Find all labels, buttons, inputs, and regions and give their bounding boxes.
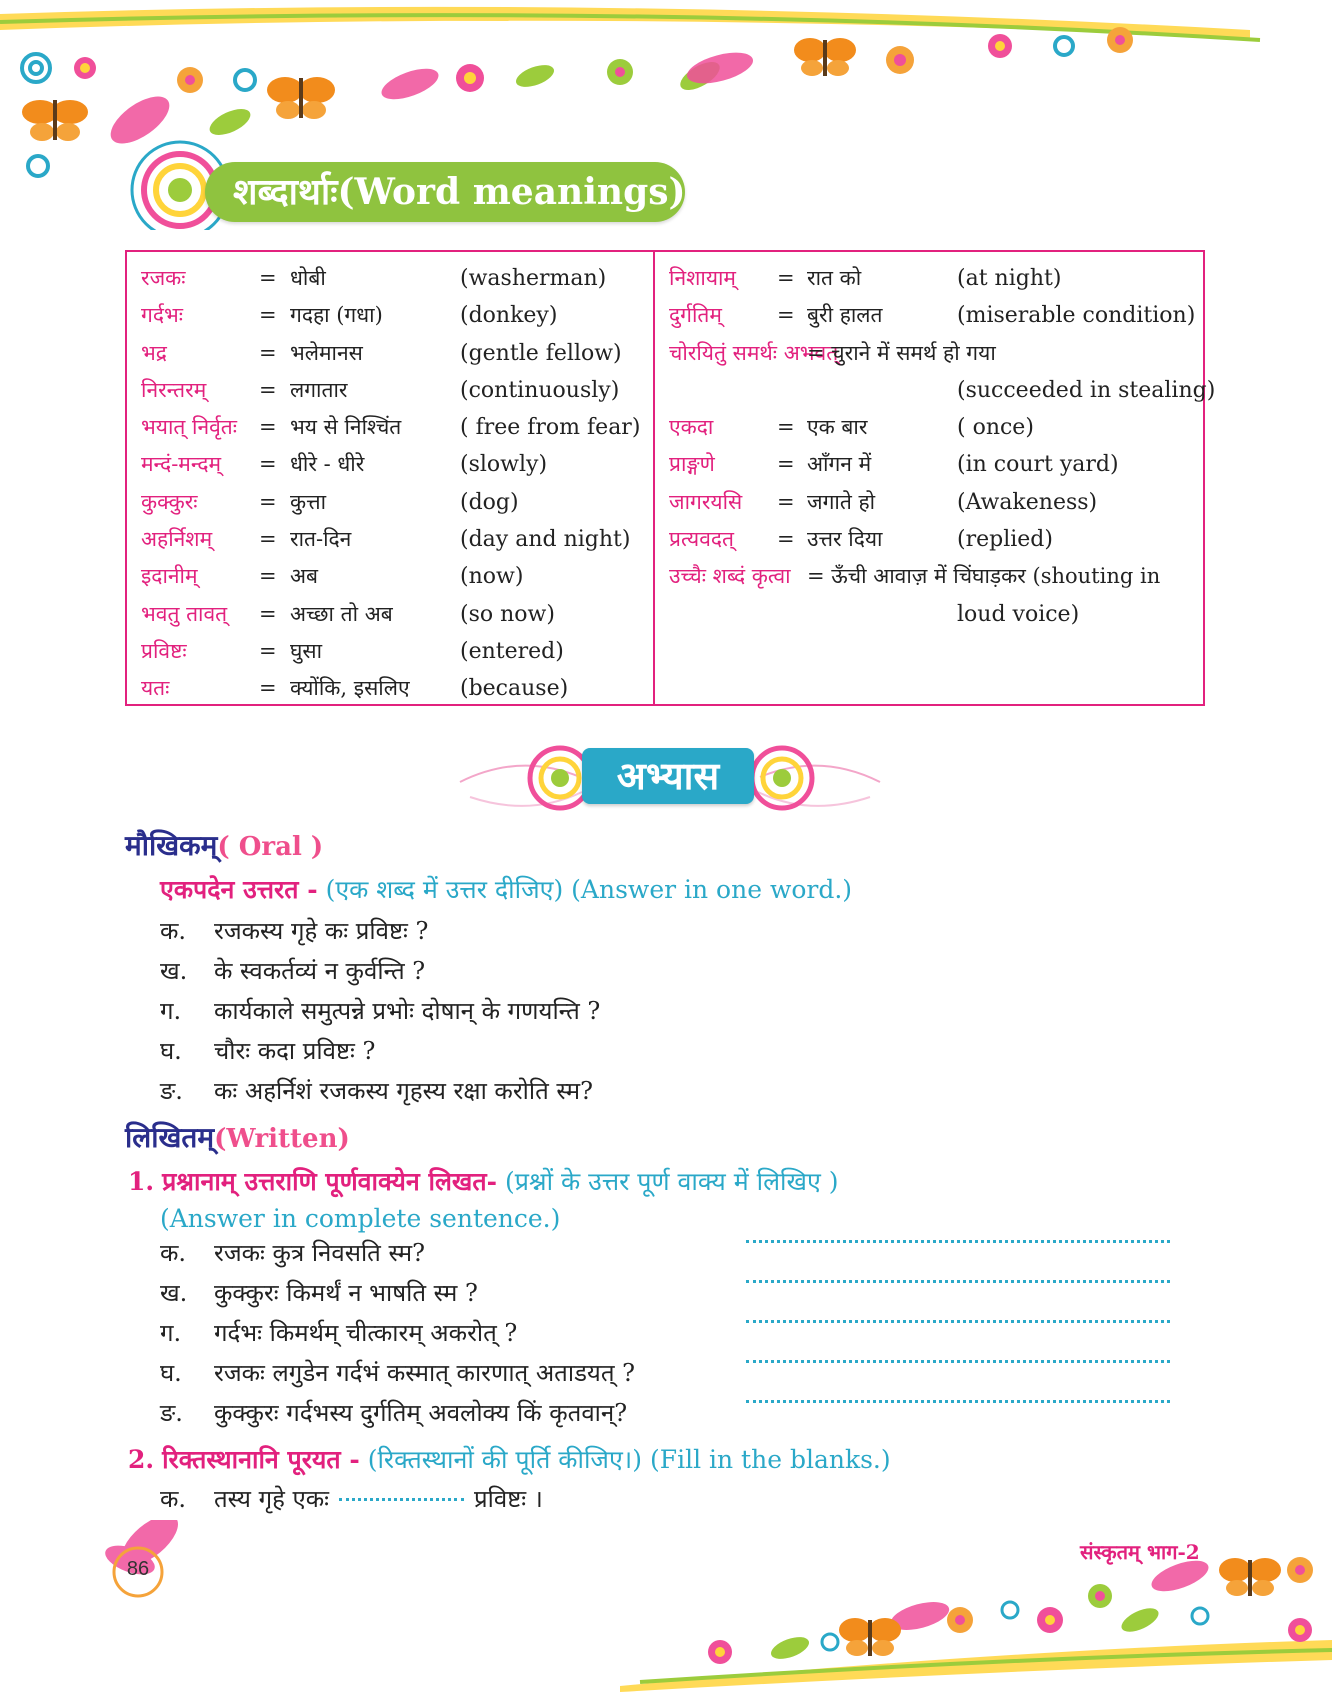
butterfly-icon: [794, 38, 856, 76]
oral-question: [160, 1074, 593, 1107]
english-meaning: (day and night): [460, 527, 631, 553]
question-label: घ.: [160, 1359, 182, 1387]
sanskrit-word: जागरयसि: [669, 489, 743, 514]
butterfly-icon: [22, 100, 88, 141]
word-meaning-row: [127, 409, 653, 446]
written-q2-instruction-hindi: (रिक्तस्थानों की पूर्ति कीजिए।) (Fill in the blanks.): [367, 1445, 891, 1474]
flower-icon: [74, 27, 1133, 93]
sanskrit-word: भवतु तावत्: [141, 601, 228, 626]
english-meaning: (gentle fellow): [460, 340, 622, 366]
hindi-meaning: अब: [290, 564, 319, 589]
word-meaning-row: [655, 521, 1205, 558]
equals-sign: =: [259, 564, 277, 589]
equals-sign: =: [777, 527, 795, 552]
word-meanings-left-column: [127, 260, 653, 708]
english-meaning: (because): [460, 676, 569, 702]
hindi-meaning: जगाते हो: [807, 489, 876, 514]
written-heading: [125, 1118, 350, 1156]
equals-sign: =: [259, 340, 277, 365]
english-meaning: (so now): [460, 601, 555, 627]
question-label: क.: [160, 917, 187, 945]
word-meaning-row: [127, 446, 653, 483]
word-meaning-row: [655, 596, 1205, 633]
written-q1-instruction-hindi: (प्रश्नों के उत्तर पूर्ण वाक्य में लिखिए ): [504, 1167, 839, 1196]
sanskrit-word: गर्दभः: [141, 303, 183, 328]
oral-heading-sanskrit: मौखिकम्: [125, 829, 218, 862]
oral-heading-english: ( Oral ): [217, 832, 324, 862]
equals-sign: =: [259, 676, 277, 701]
sanskrit-word: निशायाम्: [669, 266, 736, 290]
hindi-meaning: उत्तर दिया: [807, 527, 883, 552]
sanskrit-word: कुक्कुरः: [141, 489, 198, 514]
written-heading-english: (Written): [214, 1124, 350, 1154]
word-meaning-row: [127, 372, 653, 409]
oral-question: [160, 954, 425, 987]
equals-sign: =: [777, 489, 795, 514]
hindi-meaning: = चुराने में समर्थ हो गया: [807, 340, 996, 365]
sanskrit-word: यतः: [141, 676, 170, 701]
question-label: क.: [160, 1485, 187, 1513]
hindi-meaning: रात को: [807, 266, 862, 290]
oral-question: [160, 994, 600, 1027]
page-number: 86: [126, 1558, 150, 1580]
question-number: 2.: [128, 1445, 155, 1474]
sanskrit-word: एकदा: [669, 415, 714, 440]
written-q1-instruction-english-text: (Answer in complete sentence.): [160, 1204, 561, 1233]
equals-sign: =: [259, 638, 277, 663]
english-meaning: (in court yard): [957, 452, 1119, 478]
question-text-before: तस्य गृहे एकः: [214, 1485, 330, 1513]
equals-sign: =: [777, 303, 795, 328]
question-text: रजकः कुत्र निवसति स्म?: [214, 1239, 426, 1267]
equals-sign: =: [777, 452, 795, 477]
butterfly-icon: [839, 1558, 1281, 1656]
question-label: ग.: [160, 997, 182, 1025]
word-meaning-row: [127, 670, 653, 707]
word-meanings-table: [125, 250, 1216, 706]
hindi-meaning: भय से निश्चिंत: [290, 415, 402, 440]
english-meaning: ( once): [957, 415, 1034, 441]
english-meaning: (donkey): [460, 303, 558, 329]
hindi-meaning: धोबी: [290, 266, 326, 290]
oral-instruction: [160, 872, 852, 906]
equals-sign: =: [259, 489, 277, 514]
written-q1-instruction-sanskrit: प्रश्नानाम् उत्तराणि पूर्णवाक्येन लिखत-: [162, 1167, 497, 1196]
answer-blank[interactable]: [339, 1498, 464, 1501]
equals-sign: =: [259, 601, 277, 626]
hindi-meaning: भलेमानस: [290, 340, 363, 365]
fill-blank-question: [160, 1482, 543, 1515]
hindi-meaning: बुरी हालत: [807, 303, 883, 328]
book-title: संस्कृतम् भाग-2: [1080, 1540, 1200, 1564]
answer-line[interactable]: [746, 1400, 1170, 1403]
sanskrit-word: भयात् निर्वृतः: [141, 415, 238, 440]
question-label: क.: [160, 1239, 187, 1267]
english-meaning: ( free from fear): [460, 415, 641, 441]
hindi-meaning: आँगन में: [807, 452, 872, 477]
english-meaning: (dog): [460, 489, 519, 515]
english-meaning: (at night): [957, 266, 1062, 291]
word-meaning-row: [655, 409, 1205, 446]
sanskrit-word: अहर्निशम्: [141, 527, 213, 552]
question-text: कः अहर्निशं रजकस्य गृहस्य रक्षा करोति स्म?: [214, 1077, 593, 1105]
english-meaning: (miserable condition): [957, 303, 1196, 329]
hindi-meaning: अच्छा तो अब: [290, 601, 393, 626]
english-meaning: (slowly): [460, 452, 548, 478]
word-meaning-row: [127, 335, 653, 372]
written-question: [160, 1396, 627, 1429]
hindi-meaning: धीरे - धीरे: [290, 452, 365, 477]
written-heading-sanskrit: लिखितम्: [125, 1121, 215, 1154]
answer-line[interactable]: [746, 1240, 1170, 1243]
question-text: कुक्कुरः किमर्थं न भाषति स्म ?: [214, 1279, 478, 1307]
sanskrit-word: प्रत्यवदत्: [669, 527, 735, 552]
hindi-meaning: = ऊँची आवाज़ में चिंघाड़कर (shouting in: [807, 564, 1161, 589]
question-text: के स्वकर्तव्यं न कुर्वन्ति ?: [214, 957, 426, 985]
written-question: [160, 1356, 635, 1389]
question-label: ङ.: [160, 1077, 183, 1105]
question-text: रजकः लगुडेन गर्दभं कस्मात् कारणात् अताडयत् ?: [214, 1359, 636, 1387]
word-meaning-row: [655, 297, 1205, 334]
written-q1-instruction: [128, 1164, 839, 1198]
english-meaning: (now): [460, 564, 524, 590]
sanskrit-word: रजकः: [141, 266, 186, 290]
english-meaning: loud voice): [957, 601, 1080, 627]
question-text-after: प्रविष्टः ।: [474, 1485, 543, 1513]
butterfly-icon: [267, 77, 335, 119]
written-question: [160, 1276, 478, 1309]
english-meaning: (replied): [957, 527, 1053, 553]
english-meaning: (entered): [460, 638, 564, 664]
sanskrit-word: उच्चैः शब्दं कृत्वा: [669, 564, 791, 589]
sanskrit-word: दुर्गतिम्: [669, 303, 722, 328]
sanskrit-word: इदानीम्: [141, 564, 198, 589]
written-q1-instruction-english: [160, 1204, 560, 1233]
equals-sign: =: [259, 527, 277, 552]
oral-instruction-hindi: (एक शब्द में उत्तर दीजिए) (Answer in one word.): [325, 875, 853, 904]
sanskrit-word: चोरयितुं समर्थः अभवत्: [669, 340, 839, 365]
question-label: ङ.: [160, 1399, 183, 1427]
answer-line[interactable]: [746, 1320, 1170, 1323]
written-question: [160, 1236, 425, 1269]
word-meaning-row: [127, 260, 653, 297]
equals-sign: =: [259, 303, 277, 328]
question-text: कुक्कुरः गर्दभस्य दुर्गतिम् अवलोक्य किं कृतवान्?: [214, 1399, 628, 1427]
word-meaning-row: [655, 446, 1205, 483]
written-question: [160, 1316, 517, 1349]
word-meaning-row: [655, 335, 1205, 372]
question-label: घ.: [160, 1037, 182, 1065]
word-meaning-row: [655, 260, 1205, 297]
word-meaning-row: [127, 297, 653, 334]
english-meaning: (washerman): [460, 266, 607, 291]
word-meaning-row: [127, 633, 653, 670]
question-text: गर्दभः किमर्थम् चीत्कारम् अकरोत् ?: [214, 1319, 518, 1347]
word-meanings-right-column: [655, 260, 1216, 633]
answer-line[interactable]: [746, 1360, 1170, 1363]
answer-line[interactable]: [746, 1280, 1170, 1283]
oral-instruction-sanskrit: एकपदेन उत्तरत -: [160, 875, 318, 904]
hindi-meaning: एक बार: [807, 415, 868, 440]
equals-sign: =: [777, 266, 795, 290]
question-label: ख.: [160, 957, 188, 985]
equals-sign: =: [259, 377, 277, 402]
sanskrit-word: प्रविष्टः: [141, 638, 187, 663]
word-meaning-row: [127, 558, 653, 595]
abhyas-banner: अभ्यास: [582, 748, 754, 804]
oral-question: [160, 914, 428, 947]
word-meanings-title: शब्दार्थाः(Word meanings): [205, 162, 685, 222]
word-meaning-row: [127, 484, 653, 521]
sanskrit-word: प्राङ्गणे: [669, 452, 715, 477]
sanskrit-word: निरन्तरम्: [141, 377, 207, 402]
word-meaning-row: [127, 521, 653, 558]
hindi-meaning: कुत्ता: [290, 489, 327, 514]
english-meaning: (Awakeness): [957, 489, 1098, 515]
equals-sign: =: [259, 415, 277, 440]
oral-question: [160, 1034, 375, 1067]
hindi-meaning: गदहा (गधा): [290, 303, 383, 328]
word-meaning-row: [655, 372, 1216, 409]
question-number: 1.: [128, 1167, 155, 1196]
word-meaning-row: [655, 484, 1205, 521]
sanskrit-word: मन्दं-मन्दम्: [141, 452, 222, 477]
pink-petal-icon: [103, 47, 756, 153]
sanskrit-word: भद्र: [141, 340, 167, 365]
oral-heading: [125, 826, 323, 864]
equals-sign: =: [259, 452, 277, 477]
equals-sign: =: [259, 266, 277, 290]
equals-sign: =: [777, 415, 795, 440]
english-meaning: (continuously): [460, 377, 620, 403]
word-meaning-row: [127, 596, 653, 633]
english-meaning: (succeeded in stealing): [957, 377, 1216, 403]
written-q2-instruction: [128, 1442, 891, 1476]
hindi-meaning: घुसा: [290, 638, 323, 663]
question-label: ख.: [160, 1279, 188, 1307]
question-text: कार्यकाले समुत्पन्ने प्रभोः दोषान् के गणयन्ति ?: [214, 997, 601, 1025]
written-q2-instruction-sanskrit: रिक्तस्थानानि पूरयत -: [162, 1445, 360, 1474]
hindi-meaning: क्योंकि, इसलिए: [290, 676, 410, 701]
hindi-meaning: लगातार: [290, 377, 348, 402]
word-meaning-row: [655, 558, 1205, 595]
question-label: ग.: [160, 1319, 182, 1347]
question-text: रजकस्य गृहे कः प्रविष्टः ?: [214, 917, 429, 945]
question-text: चौरः कदा प्रविष्टः ?: [214, 1037, 376, 1065]
hindi-meaning: रात-दिन: [290, 527, 352, 552]
